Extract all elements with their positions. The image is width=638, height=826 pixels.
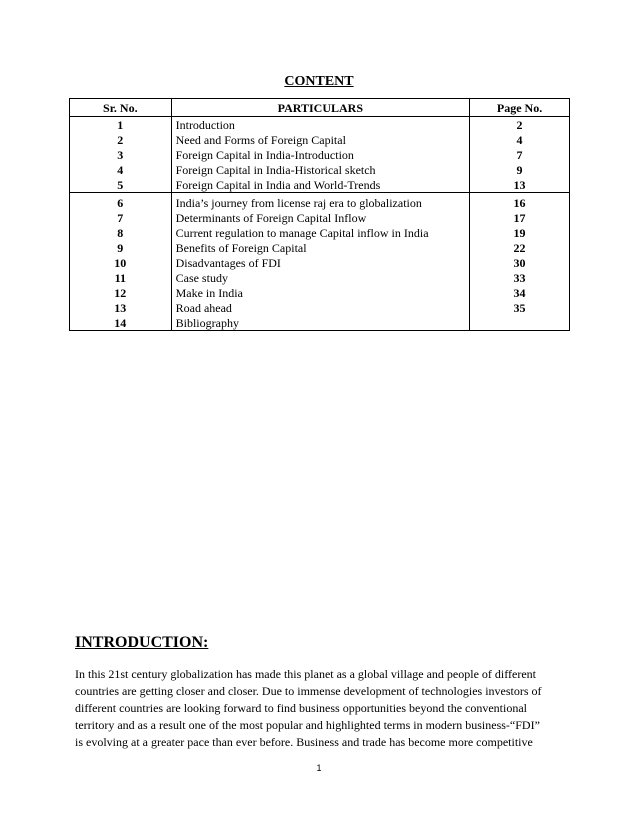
page-no-cell: 9	[470, 162, 570, 177]
sr-no-cell: 12	[70, 285, 172, 300]
header-particulars: PARTICULARS	[171, 99, 469, 117]
particulars-cell: Road ahead	[171, 300, 469, 315]
table-row	[70, 315, 570, 331]
page-no-cell: 2	[470, 117, 570, 133]
sr-no-cell: 1	[70, 117, 172, 133]
table-of-contents	[69, 98, 570, 331]
sr-no-cell: 10	[70, 255, 172, 270]
table-row	[70, 193, 570, 211]
particulars-cell: Bibliography	[171, 315, 469, 331]
page-no-cell: 4	[470, 132, 570, 147]
sr-no-cell: 11	[70, 270, 172, 285]
particulars-cell: Make in India	[171, 285, 469, 300]
table-row	[70, 132, 570, 147]
sr-no-cell: 5	[70, 177, 172, 193]
page-no-cell: 35	[470, 300, 570, 315]
table-row	[70, 270, 570, 285]
header-sr-no: Sr. No.	[70, 99, 172, 117]
introduction-heading: INTRODUCTION:	[75, 634, 209, 651]
toc-header-row	[70, 99, 570, 117]
particulars-cell: Benefits of Foreign Capital	[171, 240, 469, 255]
table-row	[70, 240, 570, 255]
particulars-cell: Foreign Capital in India-Historical sketch	[171, 162, 469, 177]
particulars-cell: Determinants of Foreign Capital Inflow	[171, 210, 469, 225]
sr-no-cell: 2	[70, 132, 172, 147]
page-no-cell: 19	[470, 225, 570, 240]
sr-no-cell: 9	[70, 240, 172, 255]
table-row	[70, 255, 570, 270]
page-no-cell: 34	[470, 285, 570, 300]
table-row	[70, 162, 570, 177]
table-row	[70, 147, 570, 162]
content-title: CONTENT	[284, 74, 354, 89]
sr-no-cell: 13	[70, 300, 172, 315]
particulars-cell: Foreign Capital in India-Introduction	[171, 147, 469, 162]
header-page-no: Page No.	[470, 99, 570, 117]
particulars-cell: Introduction	[171, 117, 469, 133]
sr-no-cell: 7	[70, 210, 172, 225]
page-no-cell: 22	[470, 240, 570, 255]
paragraph-line: is evolving at a greater pace than ever before. Business and trade has become more competitive	[75, 735, 533, 749]
page-no-cell: 17	[470, 210, 570, 225]
table-row	[70, 177, 570, 193]
paragraph-line: territory and as a result one of the most popular and highlighted terms in modern business-“FDI”	[75, 718, 540, 732]
page-no-cell: 13	[470, 177, 570, 193]
page-no-cell: 7	[470, 147, 570, 162]
page-no-cell: 30	[470, 255, 570, 270]
sr-no-cell: 14	[70, 315, 172, 331]
particulars-cell: Case study	[171, 270, 469, 285]
particulars-cell: Current regulation to manage Capital inflow in India	[171, 225, 469, 240]
table-row	[70, 225, 570, 240]
particulars-cell: Need and Forms of Foreign Capital	[171, 132, 469, 147]
table-row	[70, 300, 570, 315]
page-no-cell: 33	[470, 270, 570, 285]
table-row	[70, 117, 570, 133]
particulars-cell: Foreign Capital in India and World-Trends	[171, 177, 469, 193]
paragraph-line: countries are getting closer and closer. Due to immense development of technologies investors of	[75, 684, 542, 698]
page-no-cell	[470, 315, 570, 331]
table-row	[70, 210, 570, 225]
toc-body	[70, 117, 570, 331]
particulars-cell: Disadvantages of FDI	[171, 255, 469, 270]
sr-no-cell: 8	[70, 225, 172, 240]
page-no-cell: 16	[470, 193, 570, 211]
particulars-cell: India’s journey from license raj era to globalization	[171, 193, 469, 211]
page-number: 1	[316, 763, 322, 773]
table-row	[70, 285, 570, 300]
paragraph-line: different countries are looking forward to find business opportunities beyond the conventional	[75, 701, 528, 715]
sr-no-cell: 4	[70, 162, 172, 177]
introduction-paragraph	[75, 666, 567, 751]
paragraph-line: In this 21st century globalization has made this planet as a global village and people of different	[75, 667, 536, 681]
sr-no-cell: 3	[70, 147, 172, 162]
sr-no-cell: 6	[70, 193, 172, 211]
